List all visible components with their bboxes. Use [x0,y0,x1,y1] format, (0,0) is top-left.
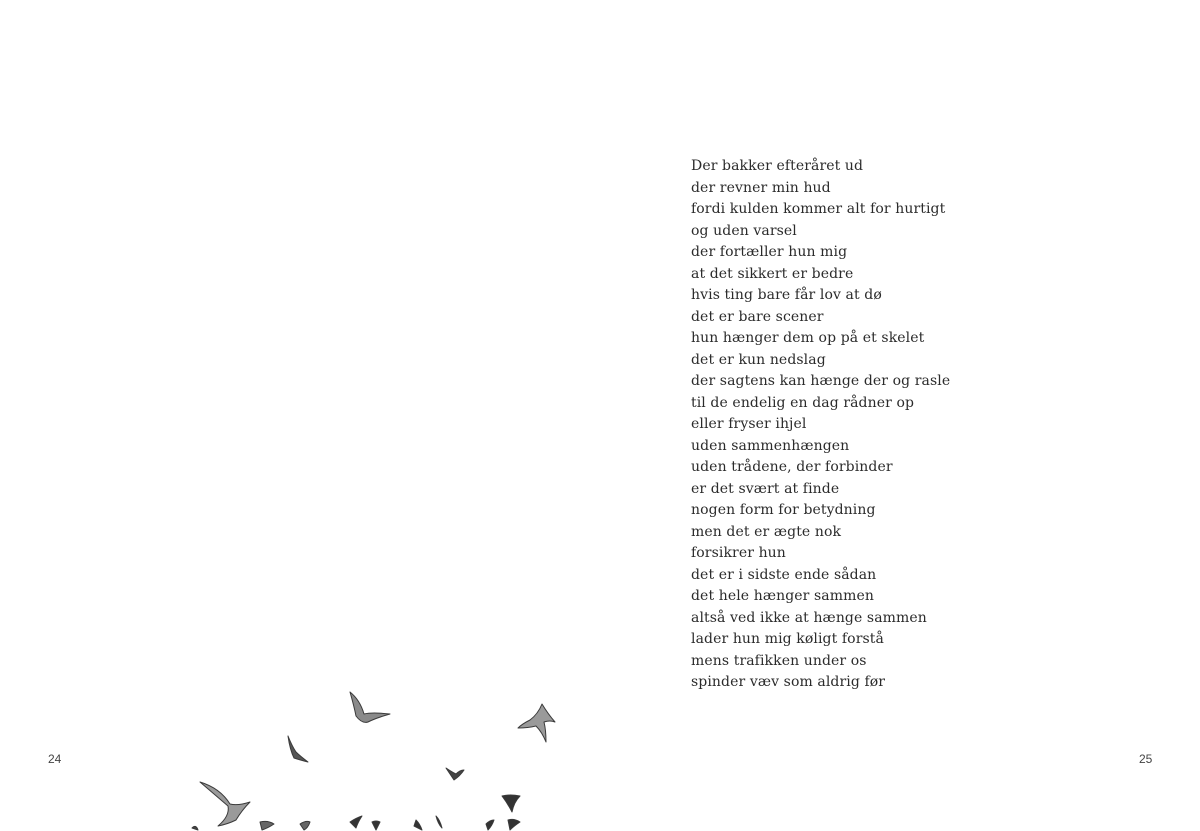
poem-line: det er kun nedslag [691,351,826,368]
poem-line: uden trådene, der forbinder [691,459,893,475]
poem-line: er det svært at finde [691,480,840,497]
poem-text [691,156,950,694]
poem-line: til de endelig en dag rådner op [691,394,915,411]
poem-line: det hele hænger sammen [691,588,875,604]
poem-line: og uden varsel [691,222,797,239]
poem-line: lader hun mig køligt forstå [691,631,884,647]
poem-line: hun hænger dem op på et skelet [691,330,925,346]
poem-line: forsikrer hun [691,545,786,561]
poem-line: altså ved ikke at hænge sammen [691,609,927,626]
poem-line: eller fryser ihjel [691,416,807,432]
right-page [600,0,1200,831]
poem-line: fordi kulden kommer alt for hurtigt [691,201,946,217]
page-number-left: 24 [48,752,62,766]
poem-line: mens trafikken under os [691,652,867,669]
poem-line: Der bakker efteråret ud [691,158,864,174]
poem-line: spinder væv som aldrig før [691,674,886,690]
poem-line: nogen form for betydning [691,502,876,518]
poem-line: men det er ægte nok [691,523,842,540]
poem-line: at det sikkert er bedre [691,265,854,282]
poem-line: det er i sidste ende sådan [691,566,877,583]
poem-line: der revner min hud [691,179,831,196]
poem-line: der sagtens kan hænge der og rasle [691,373,951,389]
flying-birds-illustration [150,670,580,831]
page-number-right: 25 [1139,752,1153,766]
poem-line: uden sammenhængen [691,437,850,454]
poem-line: hvis ting bare får lov at dø [691,287,882,303]
poem-line: det er bare scener [691,308,824,325]
poem-line: der fortæller hun mig [691,244,848,260]
